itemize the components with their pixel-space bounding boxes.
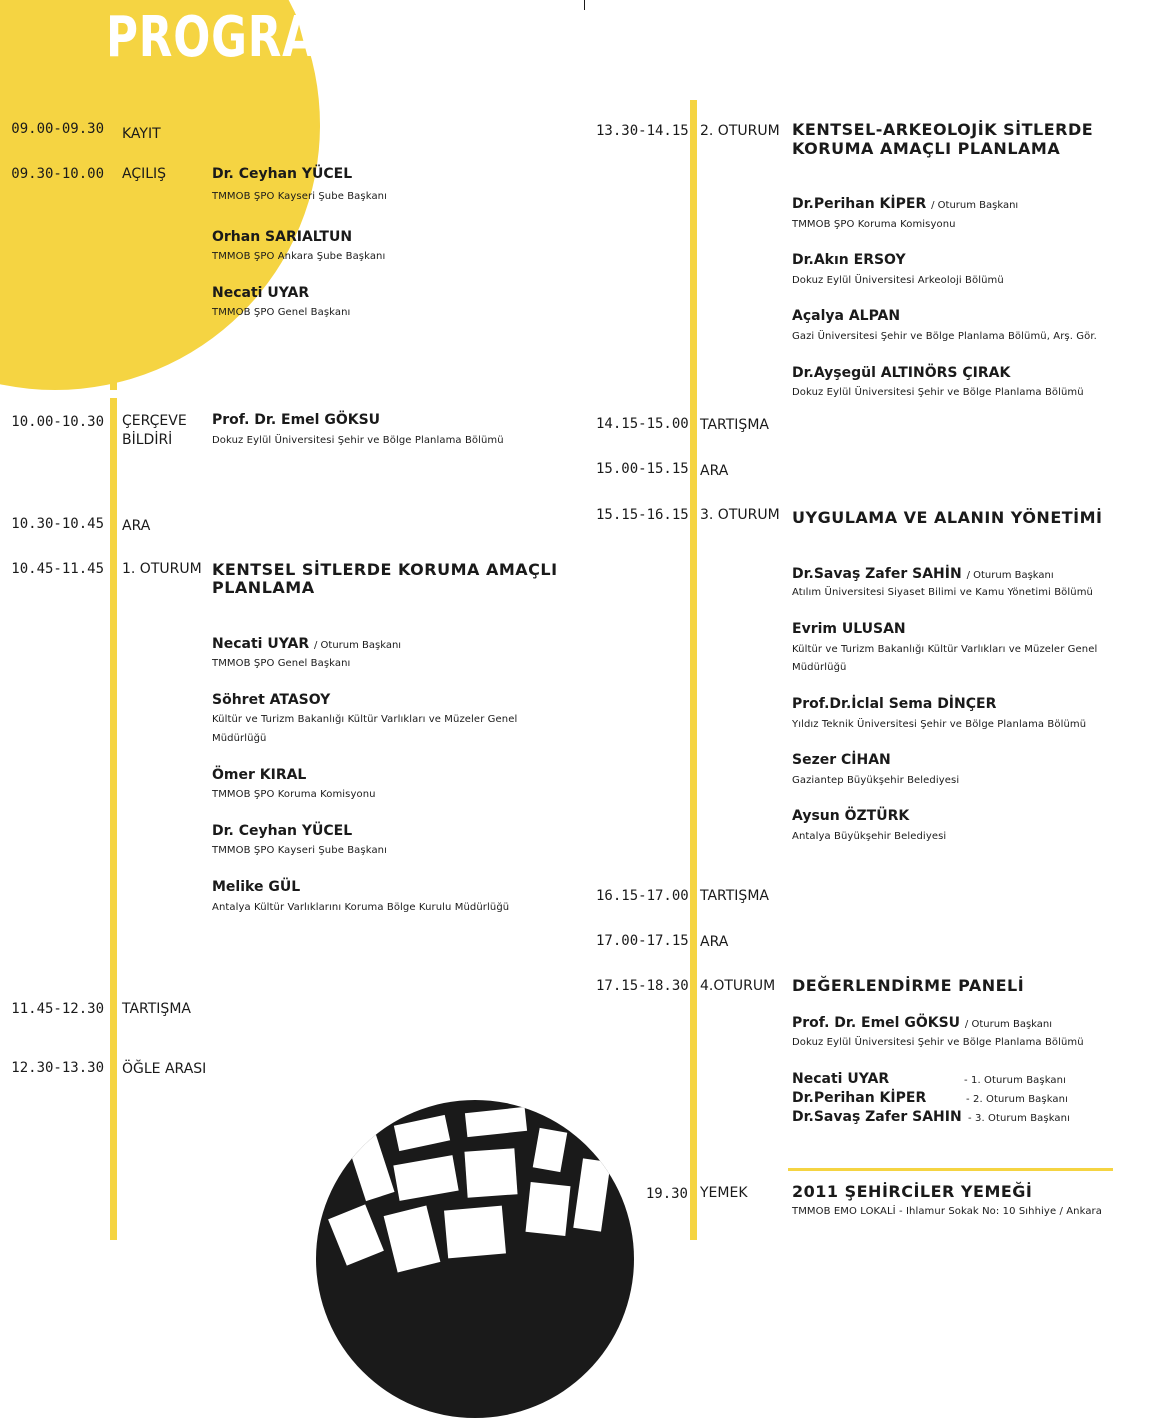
cerceve-time: 10.00-10.30 [11, 414, 104, 430]
panel-name: Dr.Perihan KİPER [792, 1090, 927, 1106]
tartisma-label: TARTIŞMA [122, 1001, 191, 1017]
speaker-role: Gaziantep Büyükşehir Belediyesi [792, 775, 960, 786]
right-timeline-line [690, 100, 697, 1240]
oturum4-time: 17.15-18.30 [596, 978, 689, 994]
speaker-role: TMMOB ŞPO Ankara Şube Başkanı [212, 251, 386, 262]
speaker-role: TMMOB ŞPO Koruma Komisyonu [212, 789, 376, 800]
map-block [444, 1206, 506, 1259]
panel-name: Necati UYAR [792, 1071, 890, 1087]
map-block [394, 1115, 450, 1151]
oturum1-time: 10.45-11.45 [11, 561, 104, 577]
map-block [465, 1107, 527, 1137]
speaker-role: Gazi Üniversitesi Şehir ve Bölge Planlama Bölümü, Arş. Gör. [792, 331, 1097, 342]
crop-mark [584, 0, 585, 10]
speaker-role: Kültür ve Turizm Bakanlığı Kültür Varlıkları ve Müzeler Genel [792, 644, 1098, 655]
ara-label: ARA [122, 518, 151, 534]
speaker-name: Açalya ALPAN [792, 308, 901, 324]
oturum2-label: 2. OTURUM [700, 123, 780, 139]
speaker-role: Antalya Büyükşehir Belediyesi [792, 831, 947, 842]
speaker-role: TMMOB ŞPO Genel Başkanı [212, 307, 351, 318]
speaker-role: Dokuz Eylül Üniversitesi Şehir ve Bölge Planlama Bölümü [212, 435, 504, 446]
speaker-name: Necati UYAR [212, 285, 310, 301]
map-block [573, 1158, 610, 1231]
speaker-role: Dokuz Eylül Üniversitesi Arkeoloji Bölümü [792, 275, 1004, 286]
city-map-decoration [316, 1100, 634, 1418]
speaker-role-line2: Müdürlüğü [792, 662, 847, 673]
chair-suffix: / Oturum Başkanı [313, 640, 402, 651]
speaker-role: TMMOB ŞPO Koruma Komisyonu [792, 219, 956, 230]
panel-role: - 1. Oturum Başkanı [964, 1075, 1066, 1086]
speaker-role: Atılım Üniversitesi Siyaset Bilimi ve Kamu Yönetimi Bölümü [792, 587, 1093, 598]
oturum3-label: 3. OTURUM [700, 507, 780, 523]
ara1-label: ARA [700, 463, 729, 479]
yemek-time: 19.30 [645, 1186, 688, 1202]
session-title: KENTSEL SİTLERDE KORUMA AMAÇLI [212, 560, 558, 579]
panel-role: - 2. Oturum Başkanı [966, 1094, 1068, 1105]
session-title-line2: KORUMA AMAÇLI PLANLAMA [792, 139, 1061, 158]
tartisma1-time: 14.15-15.00 [596, 416, 689, 432]
chair-name: Dr.Perihan KİPER [792, 196, 927, 212]
map-block [347, 1135, 394, 1201]
speaker-role: TMMOB ŞPO Kayseri Şube Başkanı [212, 191, 387, 202]
speaker-name: Sezer CİHAN [792, 752, 891, 768]
ara-time: 10.30-10.45 [11, 516, 104, 532]
dinner-divider [788, 1168, 1113, 1171]
oturum2-time: 13.30-14.15 [596, 123, 689, 139]
panel-role: - 3. Oturum Başkanı [968, 1113, 1070, 1124]
map-block [533, 1128, 568, 1172]
speaker-name: Prof.Dr.İclal Sema DİNÇER [792, 696, 997, 712]
oturum4-label: 4.OTURUM [700, 978, 776, 994]
chair-suffix: / Oturum Başkanı [966, 570, 1054, 581]
page-title: PROGRAM [106, 5, 361, 70]
speaker-role: TMMOB ŞPO Genel Başkanı [212, 658, 351, 669]
left-timeline-line-upper [110, 100, 117, 390]
tartisma1-label: TARTIŞMA [700, 417, 769, 433]
speaker-name: Prof. Dr. Emel GÖKSU [212, 412, 381, 428]
speaker-name [792, 1015, 1052, 1031]
map-block [393, 1155, 458, 1201]
map-block [384, 1206, 441, 1273]
ogle-time: 12.30-13.30 [11, 1060, 104, 1076]
session-title: DEĞERLENDİRME PANELİ [792, 976, 1025, 995]
map-block [525, 1182, 570, 1236]
ara2-label: ARA [700, 934, 729, 950]
chair-suffix: / Oturum Başkanı [964, 1019, 1053, 1030]
speaker-name: Melike GÜL [212, 879, 301, 895]
map-block [464, 1148, 517, 1197]
tartisma2-time: 16.15-17.00 [596, 888, 689, 904]
session-title: KENTSEL-ARKEOLOJİK SİTLERDE [792, 120, 1094, 139]
speaker-name [792, 566, 1054, 582]
speaker-name: Orhan SARIALTUN [212, 229, 353, 245]
speaker-name [212, 636, 401, 652]
kayit-label: KAYIT [122, 126, 161, 142]
dinner-venue: TMMOB EMO LOKALİ - Ihlamur Sokak No: 10 Sıhhiye / Ankara [792, 1206, 1102, 1217]
speaker-role: Antalya Kültür Varlıklarını Koruma Bölge Kurulu Müdürlüğü [212, 902, 510, 913]
chair-name: Prof. Dr. Emel GÖKSU [792, 1015, 961, 1031]
kayit-time: 09.00-09.30 [11, 121, 104, 137]
speaker-name: Dr. Ceyhan YÜCEL [212, 823, 353, 839]
cerceve-label-2: BİLDİRİ [122, 432, 173, 448]
speaker-name: Aysun ÖZTÜRK [792, 808, 910, 824]
session-title: UYGULAMA VE ALANIN YÖNETİMİ [792, 508, 1103, 527]
acilis-label: AÇILIŞ [122, 166, 167, 182]
chair-name: Necati UYAR [212, 636, 310, 652]
speaker-name: Dr.Ayşegül ALTINÖRS ÇIRAK [792, 365, 1011, 381]
speaker-name: Ömer KIRAL [212, 767, 307, 783]
dinner-title: 2011 ŞEHİRCİLER YEMEĞİ [792, 1182, 1033, 1201]
oturum3-time: 15.15-16.15 [596, 507, 689, 523]
tartisma-time: 11.45-12.30 [11, 1001, 104, 1017]
chair-name: Dr.Savaş Zafer SAHİN [792, 566, 962, 582]
tartisma2-label: TARTIŞMA [700, 888, 769, 904]
cerceve-label: ÇERÇEVE [122, 413, 187, 429]
speaker-role-line2: Müdürlüğü [212, 733, 267, 744]
ara2-time: 17.00-17.15 [596, 933, 689, 949]
chair-suffix: / Oturum Başkanı [931, 200, 1019, 211]
speaker-role: TMMOB ŞPO Kayseri Şube Başkanı [212, 845, 387, 856]
yemek-label: YEMEK [700, 1185, 748, 1201]
speaker-name: Söhret ATASOY [212, 692, 331, 708]
left-timeline-line-lower [110, 398, 117, 1240]
speaker-name [792, 196, 1018, 212]
ara1-time: 15.00-15.15 [596, 461, 689, 477]
oturum1-label: 1. OTURUM [122, 561, 202, 577]
speaker-name: Dr. Ceyhan YÜCEL [212, 166, 353, 182]
session-title-line2: PLANLAMA [212, 578, 315, 597]
speaker-role: Kültür ve Turizm Bakanlığı Kültür Varlıkları ve Müzeler Genel [212, 714, 518, 725]
speaker-name: Evrim ULUSAN [792, 621, 906, 637]
ogle-label: ÖĞLE ARASI [122, 1061, 207, 1077]
speaker-role: Yıldız Teknik Üniversitesi Şehir ve Bölge Planlama Bölümü [792, 719, 1087, 730]
speaker-role: Dokuz Eylül Üniversitesi Şehir ve Bölge Planlama Bölümü [792, 1037, 1084, 1048]
acilis-time: 09.30-10.00 [11, 166, 104, 182]
map-block [328, 1204, 384, 1265]
panel-name: Dr.Savaş Zafer SAHIN [792, 1109, 962, 1125]
speaker-role: Dokuz Eylül Üniversitesi Şehir ve Bölge Planlama Bölümü [792, 387, 1084, 398]
speaker-name: Dr.Akın ERSOY [792, 252, 906, 268]
